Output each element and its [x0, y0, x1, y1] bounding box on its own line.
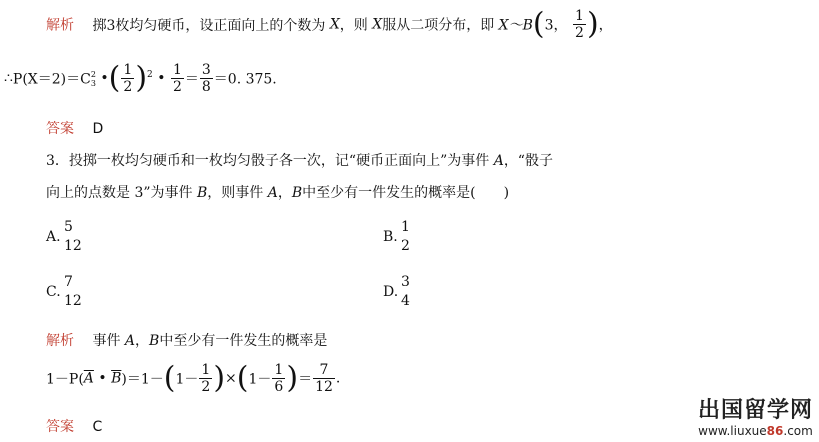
one-minus: 1－ — [248, 371, 272, 388]
question-line-1 — [46, 150, 553, 170]
numerator: 1 — [123, 62, 133, 78]
var-a: A — [124, 333, 136, 349]
numerator: 1 — [172, 62, 182, 78]
left-paren: ( — [108, 60, 121, 96]
denominator: 12 — [64, 238, 82, 254]
analysis-text: 服从二项分布，即 — [382, 17, 495, 34]
denominator: 12 — [315, 379, 333, 396]
analysis-line-2 — [46, 330, 327, 350]
analysis-text: 掷3枚均匀硬币，设正面向上的个数为 — [92, 17, 326, 34]
analysis-text: 事件 — [92, 333, 121, 349]
question-line-2 — [46, 182, 509, 202]
exponent: 2 — [147, 69, 153, 80]
numerator: 5 — [64, 219, 73, 235]
punct: . — [335, 370, 341, 387]
fraction — [573, 8, 586, 41]
analysis-label: 解析 — [46, 17, 74, 34]
option-letter: A. — [46, 229, 61, 245]
denominator: 8 — [201, 79, 211, 96]
equals-expression: )＝1－ — [121, 371, 164, 388]
punct: ， — [135, 333, 150, 349]
right-paren: ) — [586, 6, 599, 42]
var-b: B — [291, 185, 303, 201]
var-x: X — [372, 16, 383, 33]
punct: ， — [598, 17, 613, 34]
denominator: 2 — [172, 79, 182, 96]
analysis-text: 中至少有一件发生的概率是 — [159, 333, 328, 349]
equals: ＝ — [184, 71, 199, 88]
analysis-text: ，则 — [339, 17, 368, 34]
watermark-url-part: 86 — [766, 424, 784, 438]
fraction — [272, 362, 285, 395]
fraction — [199, 362, 212, 395]
times-operator: × — [225, 370, 237, 387]
option-fraction — [401, 218, 431, 256]
numerator: 1 — [575, 8, 584, 24]
option-fraction — [401, 273, 431, 311]
answer-value: C — [92, 419, 103, 435]
analysis-line-1 — [46, 8, 613, 41]
answer-label: 答案 — [46, 121, 74, 137]
watermark-logo — [698, 393, 813, 438]
denominator: 4 — [401, 293, 410, 309]
left-paren: ( — [236, 360, 249, 396]
option-fraction — [64, 218, 94, 256]
answer-line-1 — [46, 118, 103, 138]
dot-operator: • — [100, 70, 109, 87]
watermark-url-part: www.liuxue — [698, 424, 767, 438]
complement-a: $\overline{A}$ — [83, 370, 94, 387]
binomial-n: 3， — [544, 17, 568, 34]
question-text: ，则事件 — [207, 185, 264, 201]
complement-b: $\overline{B}$ — [111, 370, 122, 387]
numerator: 1 — [201, 362, 211, 378]
left-paren: ( — [532, 6, 545, 42]
result-value: ＝0. 375. — [213, 71, 277, 88]
right-paren: ) — [213, 360, 226, 396]
watermark-title: 出国留学网 — [697, 398, 813, 423]
probability-expression: P(X＝2)＝C — [12, 71, 91, 88]
right-paren: ) — [286, 360, 299, 396]
question-text: 3．投掷一枚均匀硬币和一枚均匀骰子各一次，记“硬币正面向上”为事件 — [46, 153, 490, 169]
var-a: A — [493, 153, 504, 169]
numerator: 3 — [401, 274, 410, 290]
var-b: B — [149, 333, 160, 349]
option-fraction — [64, 273, 94, 311]
binomial-expression: X～B — [498, 17, 533, 34]
fraction — [200, 62, 213, 95]
option-letter: D. — [383, 284, 399, 300]
question-text: 中至少有一件发生的概率是( ) — [302, 185, 510, 201]
equals: ＝ — [298, 371, 313, 388]
one-minus: 1－ — [175, 371, 199, 388]
analysis-label: 解析 — [46, 333, 74, 349]
var-b: B — [196, 185, 208, 201]
watermark-url-part: .com — [783, 424, 813, 438]
watermark-url — [698, 424, 813, 438]
denominator: 2 — [123, 79, 133, 96]
formula-line-2 — [46, 362, 340, 395]
question-text: ，“骰子 — [503, 153, 553, 169]
fraction — [171, 62, 184, 95]
probability-expression: 1－P( — [46, 371, 84, 388]
denominator: 2 — [575, 25, 584, 42]
fraction — [121, 62, 134, 95]
option-letter: B. — [383, 229, 398, 245]
numerator: 7 — [64, 274, 73, 290]
question-text: ， — [277, 185, 292, 201]
question-text: 向上的点数是 3”为事件 — [46, 185, 193, 201]
denominator: 6 — [274, 379, 284, 396]
therefore-symbol: ∴ — [4, 70, 13, 87]
left-paren: ( — [163, 360, 176, 396]
dot-operator: • — [157, 70, 166, 87]
var-a: A — [267, 185, 278, 201]
denominator: 2 — [201, 379, 211, 396]
combination-indices — [91, 70, 96, 88]
numerator: 3 — [201, 62, 211, 78]
dot-operator: • — [98, 370, 107, 387]
denominator: 12 — [64, 293, 82, 309]
right-paren: ) — [135, 60, 148, 96]
numerator: 7 — [319, 362, 329, 378]
numerator: 1 — [274, 362, 284, 378]
option-letter: C. — [46, 284, 61, 300]
combination-sup: 2 — [90, 69, 96, 79]
answer-line-2 — [46, 416, 102, 436]
answer-label: 答案 — [46, 419, 74, 435]
denominator: 2 — [401, 238, 410, 254]
answer-value: D — [92, 121, 104, 137]
numerator: 1 — [401, 219, 410, 235]
combination-sub: 3 — [90, 78, 96, 88]
formula-line-1 — [4, 62, 277, 95]
fraction — [313, 362, 335, 395]
var-x: X — [329, 16, 340, 33]
